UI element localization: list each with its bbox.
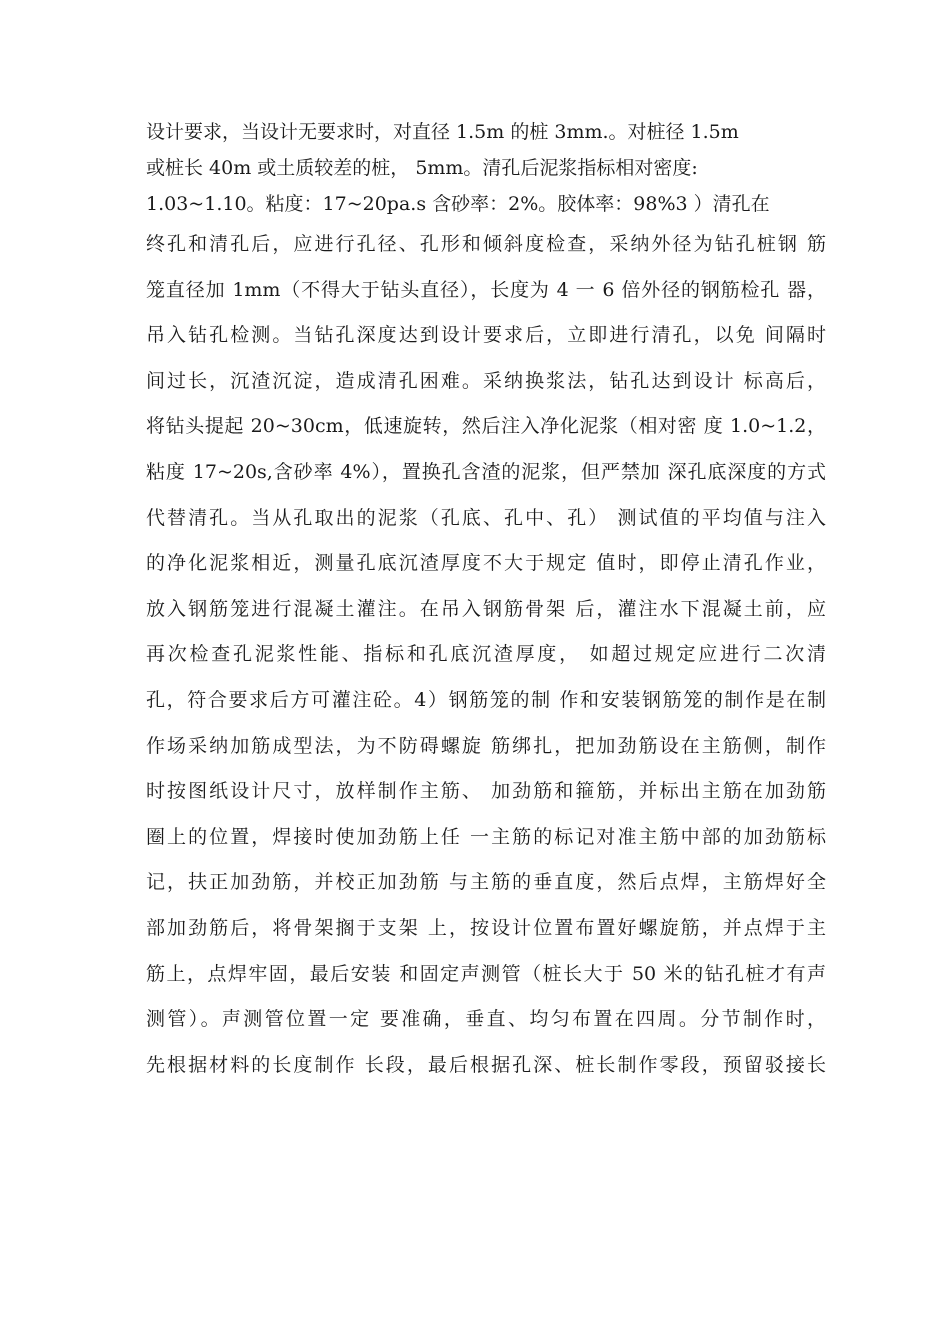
text-line: 筋上，点焊牢固，最后安装 和固定声测管（桩长大于 50 米的钻孔桩才有声: [146, 962, 826, 985]
body-text: [146, 114, 826, 1088]
text-line: 先根据材料的长度制作 长段，最后根据孔深、桩长制作零段，预留驳接长: [146, 1053, 826, 1076]
text-line: 时按图纸设计尺寸，放样制作主筋、 加劲筋和箍筋，并标出主筋在加劲筋: [146, 780, 826, 803]
text-line: 或桩长 40m 或土质较差的桩， 5mm。清孔后泥浆指标相对密度:: [146, 157, 698, 179]
text-line: 粘度 17~20s,含砂率 4%），置换孔含渣的泥浆，但严禁加 深孔底深度的方式: [146, 460, 826, 483]
text-line: 放入钢筋笼进行混凝土灌注。在吊入钢筋骨架 后，灌注水下混凝土前，应: [146, 597, 826, 620]
text-line: 终孔和清孔后，应进行孔径、孔形和倾斜度检查，采纳外径为钻孔桩钢 筋: [146, 233, 826, 255]
text-line: 代替清孔。当从孔取出的泥浆（孔底、孔中、孔） 测试值的平均值与注入: [146, 506, 826, 529]
text-line: 部加劲筋后，将骨架搁于支架 上，按设计位置布置好螺旋筋，并点焊于主: [146, 916, 826, 939]
text-line: 测管）。声测管位置一定 要准确，垂直、均匀布置在四周。分节制作时，: [146, 1008, 826, 1031]
text-line: 吊入钻孔检测。当钻孔深度达到设计要求后，立即进行清孔，以免 间隔时: [146, 324, 826, 347]
text-line: 笼直径加 1mm（不得大于钻头直径），长度为 4 一 6 倍外径的钢筋检孔 器，: [146, 278, 826, 301]
text-line: 作场采纳加筋成型法，为不防碍螺旋 筋绑扎，把加劲筋设在主筋侧，制作: [146, 734, 826, 757]
text-line: 的净化泥浆相近，测量孔底沉渣厚度不大于规定 值时，即停止清孔作业，: [146, 552, 826, 575]
text-line: 圈上的位置，焊接时使加劲筋上任 一主筋的标记对准主筋中部的加劲筋标: [146, 825, 826, 848]
text-line: 记，扶正加劲筋，并校正加劲筋 与主筋的垂直度，然后点焊，主筋焊好全: [146, 871, 826, 894]
text-line: 1.03~1.10。粘度：17~20pa.s 含砂率：2%。胶体率：98%3 ）清孔在: [146, 193, 770, 215]
text-line: 再次检查孔泥浆性能、指标和孔底沉渣厚度， 如超过规定应进行二次清: [146, 643, 826, 666]
text-line: 间过长，沉渣沉淀，造成清孔困难。采纳换浆法，钻孔达到设计 标高后，: [146, 369, 826, 392]
text-line: 孔，符合要求后方可灌注砼。4）钢筋笼的制 作和安装钢筋笼的制作是在制: [146, 688, 826, 711]
text-line: 设计要求，当设计无要求时，对直径 1.5m 的桩 3mm.。对桩径 1.5m: [146, 121, 739, 143]
text-line: 将钻头提起 20~30cm，低速旋转，然后注入净化泥浆（相对密 度 1.0~1.2，: [146, 415, 826, 438]
